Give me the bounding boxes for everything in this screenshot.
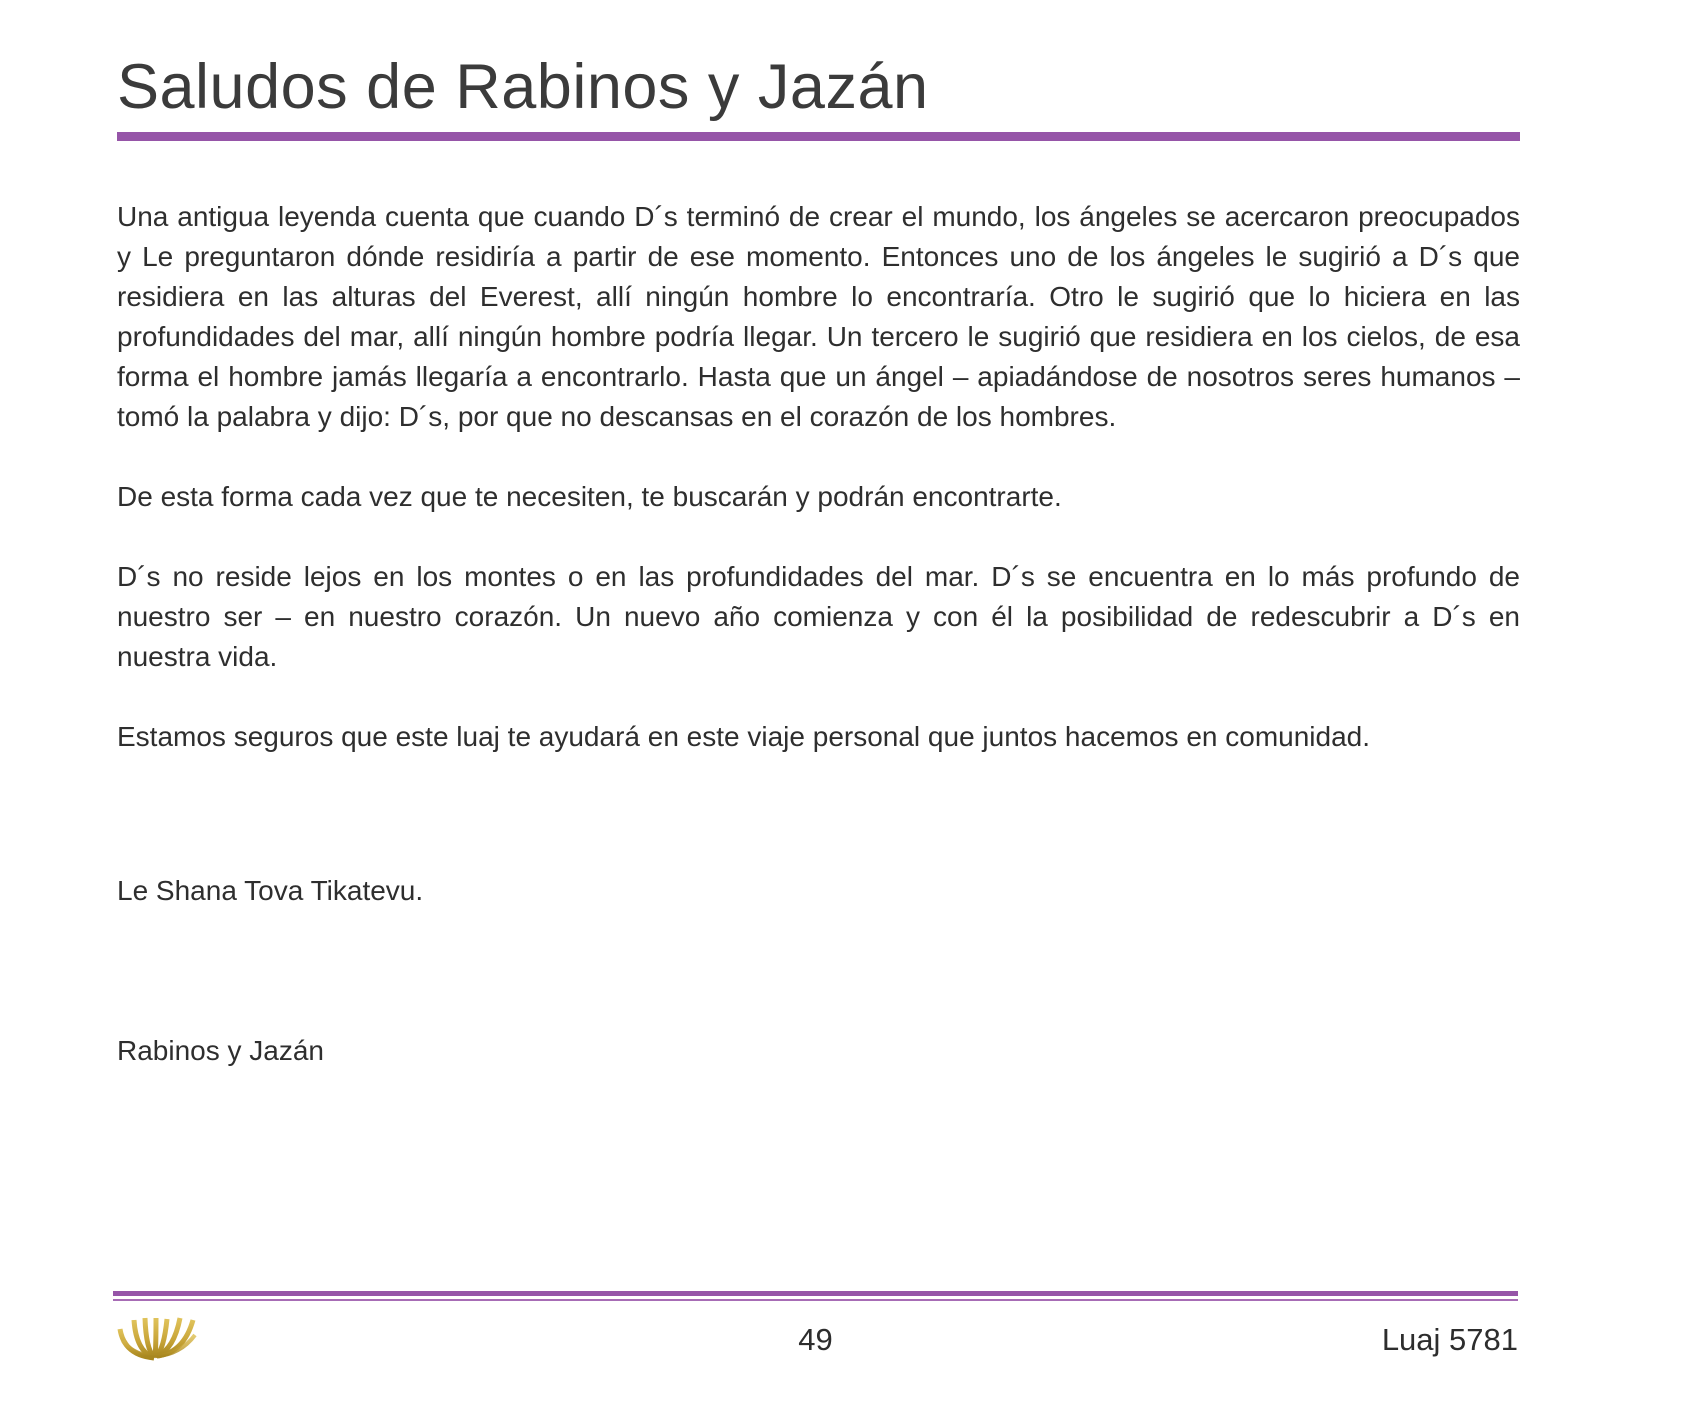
signature: Rabinos y Jazán — [117, 1034, 325, 1066]
page-number: 49 — [798, 1321, 833, 1357]
footer-row — [113, 1311, 1518, 1368]
footer-rule-thick — [113, 1291, 1518, 1296]
page-footer — [113, 1291, 1518, 1368]
closing-greeting: Le Shana Tova Tikatevu. — [117, 874, 424, 906]
title-rule — [117, 132, 1520, 141]
page-content — [117, 0, 1520, 1071]
footer-rule-thin — [113, 1299, 1518, 1301]
paragraph: Una antigua leyenda cuenta que cuando D´s terminó de crear el mundo, los ángeles se acercaron preocupados y Le preguntaron dónde residiría a partir de ese momento. Entonces uno de los ángeles le sugirió a D´s que residiera en las alturas del Everest, allí ningún hombre lo encontraría. Otro le sugirió que lo hiciera en las profundidades del mar, allí ningún hombre podría llegar. Un tercero le sugirió que residiera en los cielos, de esa forma el hombre jamás llegaría a encontrarlo. Hasta que un ángel – apiadándose de nosotros seres humanos – tomó la palabra y dijo: D´s, por que no descansas en el corazón de los hombres. — [117, 200, 1520, 432]
menorah-icon — [113, 1311, 798, 1368]
paragraph: Estamos seguros que este luaj te ayudará en este viaje personal que juntos hacemos en comunidad. — [117, 720, 1370, 752]
edition-label: Luaj 5781 — [1381, 1321, 1518, 1357]
body-text — [117, 197, 1520, 757]
page-title: Saludos de Rabinos y Jazán — [117, 52, 929, 122]
paragraph: De esta forma cada vez que te necesiten, te buscarán y podrán encontrarte. — [117, 480, 1062, 512]
paragraph: D´s no reside lejos en los montes o en las profundidades del mar. D´s se encuentra en lo más profundo de nuestro ser – en nuestro corazón. Un nuevo año comienza y con él la posibilidad de redescubrir a D´s en nuestra vida. — [117, 560, 1520, 672]
